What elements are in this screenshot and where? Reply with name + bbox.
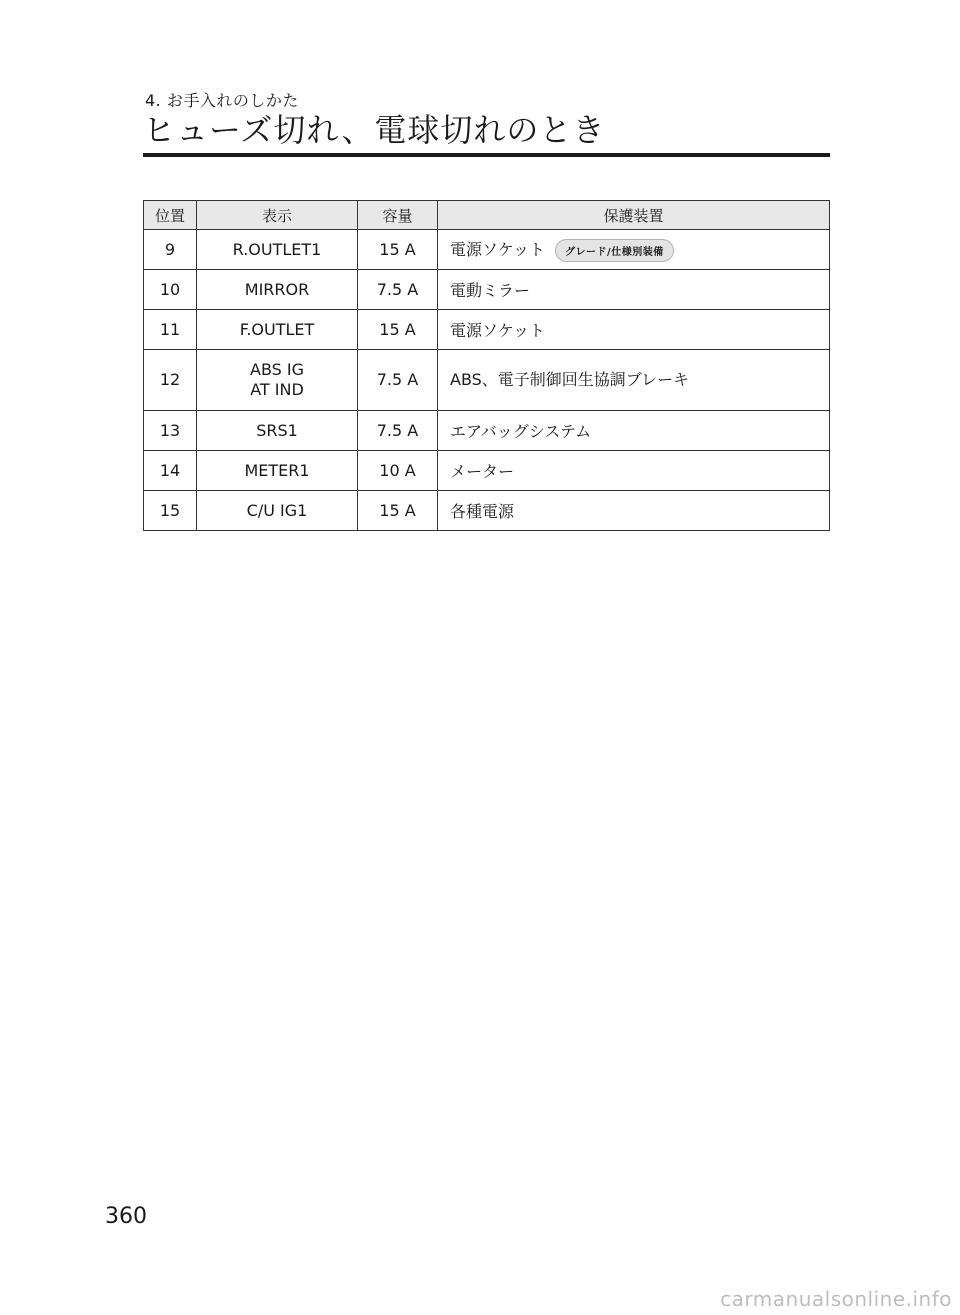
- cell-position: 12: [144, 350, 197, 411]
- cell-device: エアバッグシステム: [438, 411, 830, 451]
- table-row: [144, 310, 830, 350]
- cell-label: [197, 350, 358, 411]
- cell-capacity: 15 A: [358, 310, 438, 350]
- col-header-position: 位置: [144, 201, 197, 230]
- cell-label: R.OUTLET1: [197, 230, 358, 270]
- cell-device: 電源ソケット: [438, 310, 830, 350]
- cell-label: MIRROR: [197, 270, 358, 310]
- cell-capacity: 7.5 A: [358, 350, 438, 411]
- cell-capacity: 10 A: [358, 451, 438, 491]
- cell-capacity: 7.5 A: [358, 270, 438, 310]
- label-line: ABS IG: [250, 360, 304, 379]
- chapter-heading: 4. お手入れのしかた: [145, 91, 299, 110]
- label-line: AT IND: [250, 380, 304, 399]
- table-row: [144, 270, 830, 310]
- cell-position: 14: [144, 451, 197, 491]
- cell-capacity: 7.5 A: [358, 411, 438, 451]
- cell-label: F.OUTLET: [197, 310, 358, 350]
- cell-label: SRS1: [197, 411, 358, 451]
- cell-position: 9: [144, 230, 197, 270]
- page-title: ヒューズ切れ、電球切れのとき: [143, 111, 606, 149]
- cell-position: 10: [144, 270, 197, 310]
- cell-position: 11: [144, 310, 197, 350]
- table-row: [144, 411, 830, 451]
- table-row: [144, 451, 830, 491]
- cell-device: メーター: [438, 451, 830, 491]
- table-row: [144, 491, 830, 531]
- watermark-text: carmanualsonline.info: [720, 1287, 952, 1311]
- cell-capacity: 15 A: [358, 230, 438, 270]
- table-row: [144, 350, 830, 411]
- cell-label: METER1: [197, 451, 358, 491]
- cell-device: ABS、電子制御回生協調ブレーキ: [438, 350, 830, 411]
- page-number: 360: [105, 1204, 147, 1229]
- fuse-table: [143, 200, 830, 531]
- cell-position: 13: [144, 411, 197, 451]
- col-header-label: 表示: [197, 201, 358, 230]
- spec-badge: グレード/仕様別装備: [555, 239, 674, 262]
- col-header-device: 保護装置: [438, 201, 830, 230]
- title-underline: [143, 153, 830, 157]
- cell-device: 電動ミラー: [438, 270, 830, 310]
- device-text: 電源ソケット: [450, 240, 546, 259]
- table-row: [144, 230, 830, 270]
- cell-position: 15: [144, 491, 197, 531]
- table-header-row: [144, 201, 830, 230]
- cell-device: 各種電源: [438, 491, 830, 531]
- col-header-capacity: 容量: [358, 201, 438, 230]
- cell-label: C/U IG1: [197, 491, 358, 531]
- cell-device: [438, 230, 830, 270]
- cell-capacity: 15 A: [358, 491, 438, 531]
